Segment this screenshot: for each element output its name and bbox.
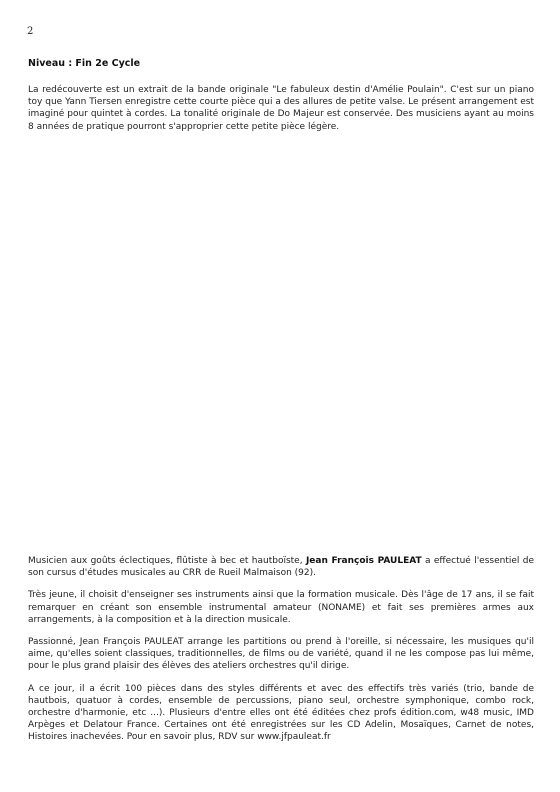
bio-p1-before: Musicien aux goûts éclectiques, flûtiste à bec et hautboïste, — [28, 556, 306, 566]
level-heading: Niveau : Fin 2e Cycle — [28, 58, 141, 69]
composer-name: Jean François PAULEAT — [305, 556, 422, 566]
bio-paragraph-2: Très jeune, il choisit d'enseigner ses instruments ainsi que la formation musicale. Dès l'âge de 17 ans, il se fait remarquer en créant son ensemble instrumental amateur (NONAME) et fait ses premières armes aux arrangements, à la composition et à la direction musicale. — [28, 590, 534, 625]
intro-paragraph: La redécouverte est un extrait de la bande originale "Le fabuleux destin d'Amélie Poulain". C'est sur un piano toy que Yann Tiersen enregistre cette courte pièce qui a des allures de petite valse. Le présent arrangement est imaginé pour quintet à cordes. La tonalité originale de Do Majeur est conservée. Des musiciens ayant au moins 8 années de pratique pourront s'approprier cette petite pièce légère. — [28, 85, 534, 132]
bio-paragraph-3: Passionné, Jean François PAULEAT arrange les partitions ou prend à l'oreille, si nécessaire, les musiques qu'il aime, qu'elles soient classiques, traditionnelles, de films ou de variété, quand il ne les compose pas lui même, pour le plus grand plaisir des élèves des ateliers orchestres qu'il dirige. — [28, 637, 534, 672]
biography-section — [28, 555, 534, 744]
bio-p1-after: a effectué l'essentiel de son cursus d'études musicales au CRR de Rueil Malmaison (92). — [28, 556, 534, 579]
bio-paragraph-1 — [28, 555, 534, 579]
page-number: 2 — [27, 26, 34, 37]
bio-paragraph-4: A ce jour, il a écrit 100 pièces dans des styles différents et avec des effectifs très variés (trio, bande de hautbois, quatuor à cordes, ensemble de percussions, piano seul, orchestre symphonique, combo rock, orchestre d'harmonie, etc ...). Plusieurs d'entre elles ont été éditées chez profs édition.com, w48 music, IMD Arpèges et Delatour France. Certaines ont été enregistrées sur les CD Adelin, Mosaïques, Carnet de notes, Histoires inachevées. Pour en savoir plus, RDV sur www.jfpauleat.fr — [28, 683, 534, 743]
